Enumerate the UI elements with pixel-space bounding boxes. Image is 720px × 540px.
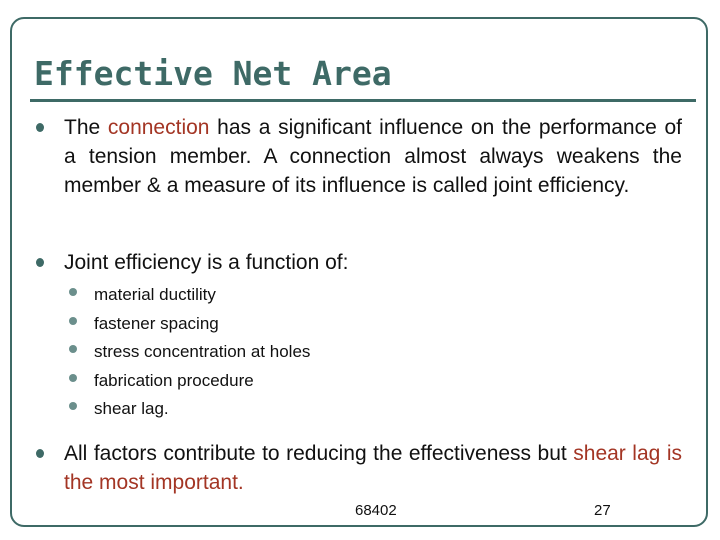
bullet-1-text — [64, 113, 682, 200]
bullet-3-text — [64, 439, 682, 497]
sub-item-label: fastener spacing — [94, 313, 219, 333]
title-underline — [30, 99, 696, 102]
sub-bullet-dot — [69, 374, 77, 382]
bullet-1-pre: The — [64, 116, 108, 139]
bullet-marker-1 — [36, 123, 44, 132]
bullet-marker-3 — [36, 449, 44, 458]
bullet-marker-2 — [36, 258, 44, 267]
sub-list-item — [94, 310, 310, 339]
sub-item-label: stress concentration at holes — [94, 342, 311, 361]
joint-efficiency-factors-list — [94, 281, 310, 424]
sub-item-label: shear lag. — [94, 399, 169, 418]
sub-list-item — [94, 367, 310, 396]
sub-item-label: material ductility — [94, 285, 216, 304]
footer-code: 68402 — [355, 502, 397, 519]
sub-bullet-dot — [69, 317, 77, 325]
bullet-2-text: Joint efficiency is a function of: — [64, 251, 349, 274]
sub-list-item — [94, 281, 310, 310]
sub-bullet-dot — [69, 402, 77, 410]
sub-list-item — [94, 395, 310, 424]
bullet-3-pre: All factors contribute to reducing the effectiveness but — [64, 442, 574, 465]
sub-bullet-dot — [69, 288, 77, 296]
bullet-3-highlight: shear lag is the most important. — [64, 442, 682, 494]
sub-item-label: fabrication procedure — [94, 370, 254, 390]
page-number: 27 — [594, 502, 611, 519]
sub-list-item — [94, 338, 310, 367]
bullet-1-highlight: connection — [107, 116, 210, 139]
bullet-1-post: has a significant influence on the performance of a tension member. A connection almost always weakens the member & a measure of its influence is called joint efficiency. — [64, 116, 682, 197]
slide-title: Effective Net Area — [34, 54, 392, 93]
sub-bullet-dot — [69, 345, 77, 353]
